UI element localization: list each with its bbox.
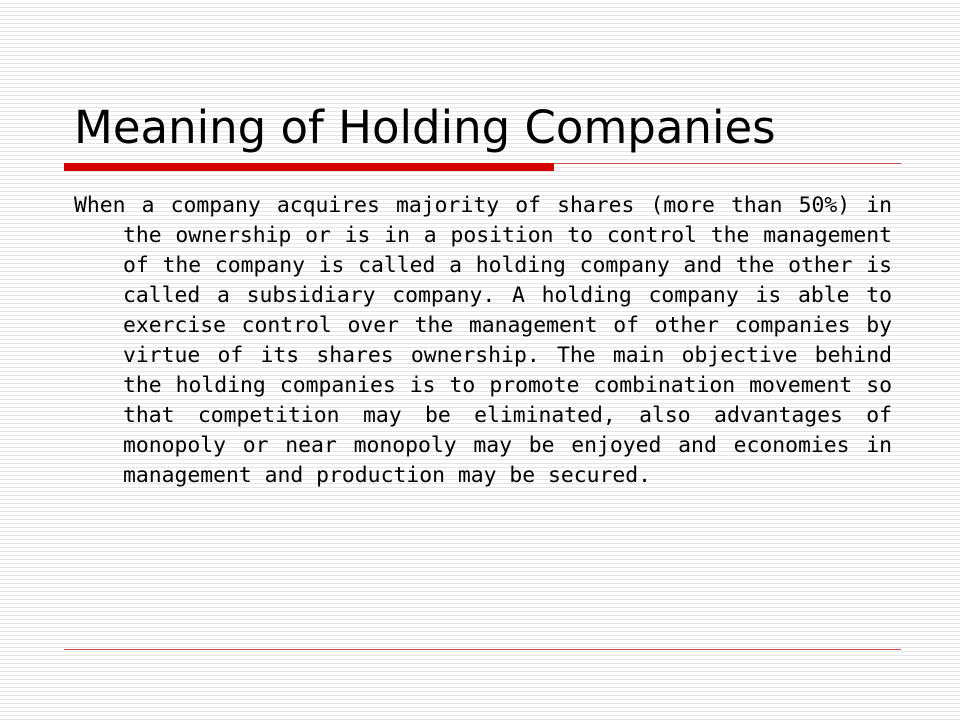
slide-title: Meaning of Holding Companies xyxy=(74,101,776,154)
slide-body-text: When a company acquires majority of shares (more than 50%) in the ownership or is in a position to control the management of the company is called a holding company and the other is called a subsidiary company. A holding company is able to exercise control over the management of other companies by virtue of its shares ownership. The main objective behind the holding companies is to promote combination movement so that competition may be eliminated, also advantages of monopoly or near monopoly may be enjoyed and economies in management and production may be secured. xyxy=(74,193,892,488)
footer-rule xyxy=(64,649,901,650)
title-underline-rule xyxy=(554,163,901,164)
title-accent-bar xyxy=(64,163,554,171)
